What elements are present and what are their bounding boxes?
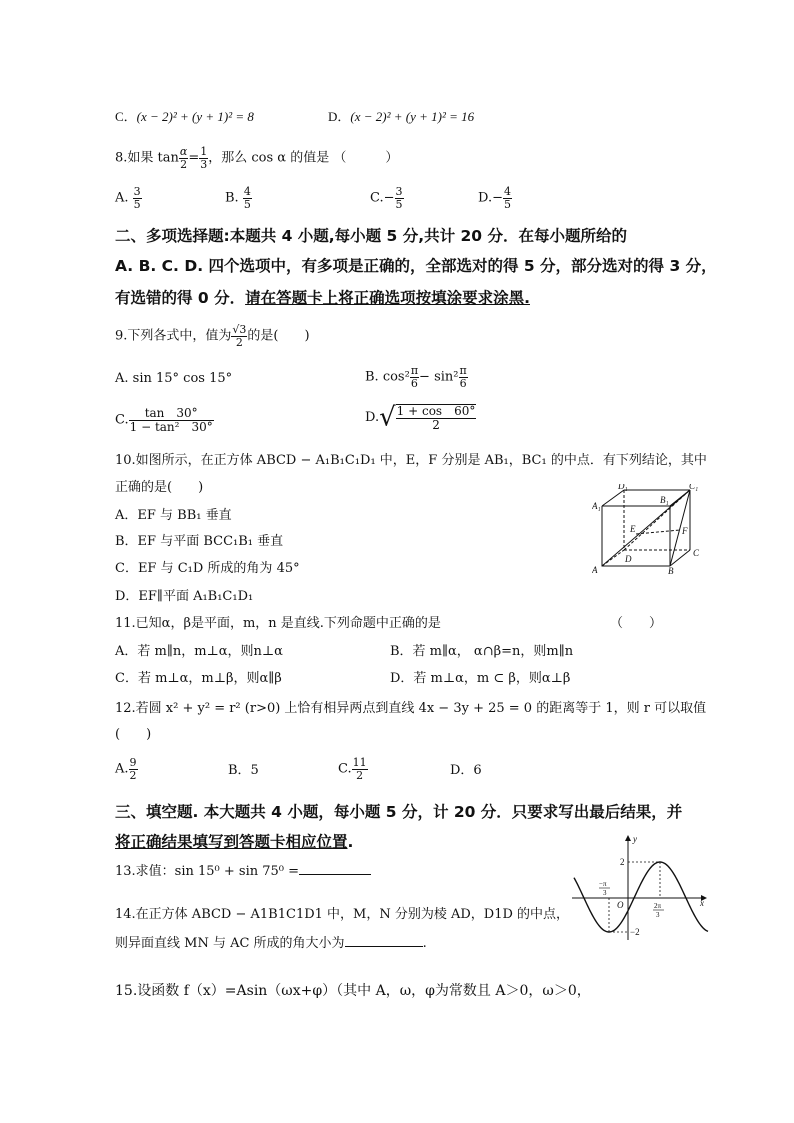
x-pos-label-num: 2π: [654, 902, 662, 910]
diagonal-dc1: [624, 490, 690, 550]
q11-option-b: B．若 m∥α， α∩β=n，则m∥n: [390, 644, 574, 659]
q13-stem: 13.求值：sin 15⁰ + sin 75⁰ =: [115, 865, 371, 878]
q14-stem-line2: 则异面直线 MN 与 AC 所成的角大小为 .: [115, 936, 427, 951]
x-neg-label-den: 3: [603, 889, 607, 897]
q12-stem-line2: ( ): [115, 727, 152, 742]
q9-option-c: C. $\frac{\tan 30^\circ}{\text{1 − tan² 30°}}$: [115, 406, 213, 434]
label-B: B: [668, 566, 674, 574]
q7-option-c: C．(x − 2)² + (y + 1)² = 8: [115, 109, 254, 124]
cube-edge: [670, 550, 690, 566]
q7-option-d: D．(x − 2)² + (y + 1)² = 16: [328, 109, 475, 124]
q9-option-a: A. sin 15° cos 15°: [115, 371, 233, 386]
section2-line2: A. B. C. D. 四个选项中，有多项是正确的，全部选对的得 5 分，部分选对的得 3 分，: [115, 257, 717, 275]
origin-label: O: [617, 900, 624, 910]
q11-answer-paren: （ ）: [610, 616, 663, 631]
y-max-label: 2: [620, 857, 625, 867]
q10-stem-line2: 正确的是( ): [115, 480, 204, 495]
label-A: A: [592, 565, 598, 574]
x-neg-label-num: −π: [599, 880, 607, 888]
label-C: C: [693, 548, 700, 558]
label-B1: B₁: [660, 495, 669, 505]
label-E: E: [630, 524, 636, 534]
q10-option-c: C．EF 与 C₁D 所成的角为 45°: [115, 561, 300, 576]
sine-curve: [574, 862, 708, 932]
q12-option-d: D．6: [450, 763, 482, 778]
y-axis-label: y: [633, 834, 637, 844]
q12-option-c: C. $\frac{11}{2}$: [338, 756, 367, 782]
q12-stem-line1: 12.若圆 x² + y² = r² (r>0) 上恰有相异两点到直线 4x − 3y + 25 = 0 的距离等于 1，则 r 可以取值: [115, 701, 707, 716]
q12-option-a: A. $\frac{9}{2}$: [115, 756, 137, 782]
x-axis-label: x: [700, 898, 704, 908]
q8-option-a: A. $\frac{3}{5}$: [115, 185, 141, 211]
q15-stem: 15.设函数 f（x）=Asin（ωx+φ）（其中 A，ω，φ为常数且 A＞0，ω＞0，: [115, 983, 591, 999]
q11-option-d: D．若 m⊥α，m ⊂ β，则α⊥β: [390, 671, 571, 686]
cube-figure: [592, 484, 704, 574]
q8-stem: 8.如果 tan $\frac{\alpha}{2}$ = $\frac{1}{3}$ ，那么 cos α 的值是 （ ）: [115, 145, 399, 171]
label-C1: C₁: [689, 484, 699, 491]
q11-option-c: C．若 m⊥α，m⊥β，则α∥β: [115, 671, 282, 686]
section3-line2: 将正确结果填写到答题卡相应位置.: [115, 833, 354, 851]
q11-option-a: A．若 m∥n，m⊥α，则n⊥α: [115, 644, 283, 659]
label-F: F: [682, 526, 688, 536]
q14-stem-line1: 14.在正方体 ABCD − A1B1C1D1 中，M，N 分别为棱 AD，D1D 的中点，: [115, 907, 570, 922]
section2-line1: 二、多项选择题:本题共 4 小题,每小题 5 分,共计 20 分．在每小题所给的: [115, 227, 627, 245]
cube-edge: [602, 490, 624, 506]
q12-option-b: B．5: [228, 763, 259, 778]
q10-option-b: B．EF 与平面 BCC₁B₁ 垂直: [115, 534, 284, 549]
q8-option-c: C.− $\frac{3}{5}$: [370, 185, 403, 211]
label-D: D: [625, 554, 632, 564]
y-min-label: −2: [630, 927, 640, 937]
q9-stem: 9.下列各式中，值为 $\frac{√3}{2}$ 的是( ): [115, 323, 310, 349]
q9-option-d: D.√ $\frac{1 + \cos 60^\circ}{2}$: [365, 402, 476, 433]
q10-option-a: A．EF 与 BB₁ 垂直: [115, 508, 232, 523]
q10-stem-line1: 10.如图所示，在正方体 ABCD − A₁B₁C₁D₁ 中，E，F 分别是 AB₁，BC₁ 的中点．有下列结论，其中: [115, 453, 707, 468]
section2-line3: 有选错的得 0 分．请在答题卡上将正确选项按填涂要求涂黑.: [115, 289, 530, 307]
q10-option-d: D．EF∥平面 A₁B₁C₁D₁: [115, 589, 254, 604]
x-pos-label-den: 3: [656, 911, 660, 919]
label-D1: D₁: [618, 484, 628, 491]
q8-option-b: B. $\frac{4}{5}$: [225, 185, 251, 211]
section3-line1: 三、填空题. 本大题共 4 小题，每小题 5 分，计 20 分．只要求写出最后结果，并: [115, 803, 683, 821]
q11-stem: 11.已知α，β是平面，m，n 是直线.下列命题中正确的是: [115, 616, 441, 631]
q9-option-b: B. cos² $\frac{\pi}{6}$ − sin² $\frac{\pi}{6}$: [365, 364, 467, 390]
label-A1: A₁: [592, 501, 601, 511]
sine-graph: [568, 832, 712, 944]
q8-option-d: D.− $\frac{4}{5}$: [478, 185, 511, 211]
